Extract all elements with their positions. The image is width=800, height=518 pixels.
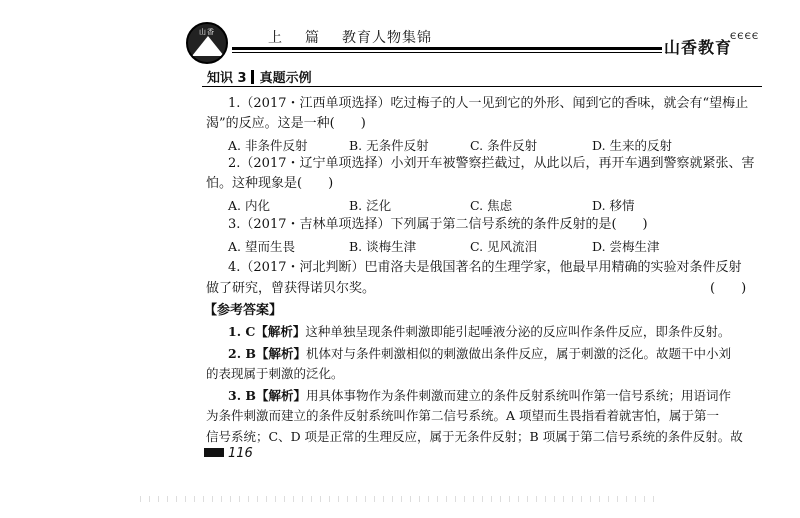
section-rule xyxy=(202,86,762,87)
shanxiang-logo-icon xyxy=(186,22,228,64)
answer-2 xyxy=(228,345,731,362)
question-1-option-a: A. 非条件反射 xyxy=(228,138,308,153)
answer-3-line-2: 为条件刺激而建立的条件反射系统叫作第二信号系统。A 项望而生畏指看着就害怕，属于第一 xyxy=(206,408,720,423)
page-number xyxy=(204,446,253,461)
brand-decoration: ЄЄЄЄ xyxy=(730,32,760,42)
answer-2-text: 机体对与条件刺激相似的刺激做出条件反应，属于刺激的泛化。故题干中小刘 xyxy=(305,346,731,361)
answer-1 xyxy=(228,323,730,340)
question-4-line-2: 做了研究，曾获得诺贝尔奖。 xyxy=(206,281,376,296)
answer-3-lead: 3. B【解析】 xyxy=(228,388,306,403)
question-3-line-1: 3.（2017・吉林单项选择）下列属于第二信号系统的条件反射的是( ) xyxy=(228,217,648,232)
brand-name: 山香教育 xyxy=(664,38,733,57)
scan-noise xyxy=(140,496,660,502)
question-2-line-2: 怕。这种现象是( ) xyxy=(206,176,334,191)
question-2-line-1: 2.（2017・辽宁单项选择）小刘开车被警察拦截过，从此以后，再开车遇到警察就紧张、害 xyxy=(228,156,755,171)
page-number-text: 116 xyxy=(228,446,253,461)
answers-heading: 【参考答案】 xyxy=(204,303,283,318)
question-3-option-c: C. 见风流泪 xyxy=(470,239,538,254)
knowledge-title: 真题示例 xyxy=(259,71,312,86)
question-1-option-b: B. 无条件反射 xyxy=(349,138,429,153)
question-3-option-a: A. 望而生畏 xyxy=(228,239,295,254)
answer-3-line-3: 信号系统；C、D 项是正常的生理反应，属于无条件反射；B 项属于第二信号系统的条件反射。故 xyxy=(206,429,743,444)
question-1-option-d: D. 生来的反射 xyxy=(592,138,673,153)
header-section: 上 xyxy=(268,30,283,46)
question-3-option-b: B. 谈梅生津 xyxy=(349,239,417,254)
question-4-bracket: ( ) xyxy=(710,281,747,296)
running-header xyxy=(268,27,432,47)
question-1-option-c: C. 条件反射 xyxy=(470,138,538,153)
question-1-line-1: 1.（2017・江西单项选择）吃过梅子的人一见到它的外形、闻到它的香味，就会有“望梅止 xyxy=(228,96,749,111)
question-2-option-a: A. 内化 xyxy=(228,198,270,213)
header-rule-thin xyxy=(232,52,662,53)
answer-3 xyxy=(228,387,731,404)
question-4-line-1: 4.（2017・河北判断）巴甫洛夫是俄国著名的生理学家，他最早用精确的实验对条件反射 xyxy=(228,260,742,275)
logo-text: 山香 xyxy=(199,28,215,36)
question-2-option-c: C. 焦虑 xyxy=(470,198,513,213)
answer-1-lead: 1. C【解析】 xyxy=(228,324,306,339)
knowledge-label: 知识 3 xyxy=(207,71,247,86)
header-title: 教育人物集锦 xyxy=(342,30,432,46)
page-marker-icon xyxy=(204,448,224,457)
header-rule xyxy=(232,47,662,50)
header-part: 篇 xyxy=(305,30,320,46)
knowledge-heading xyxy=(207,67,312,86)
answer-2-line-2: 的表现属于刺激的泛化。 xyxy=(206,366,344,381)
question-1-line-2: 渴”的反应。这是一种( ) xyxy=(206,116,366,131)
answer-3-text: 用具体事物作为条件刺激而建立的条件反射系统叫作第一信号系统；用语词作 xyxy=(305,388,731,403)
answer-2-lead: 2. B【解析】 xyxy=(228,346,306,361)
question-3-option-d: D. 尝梅生津 xyxy=(592,239,660,254)
answer-1-text: 这种单独呈现条件刺激即能引起唾液分泌的反应叫作条件反应，即条件反射。 xyxy=(305,324,731,339)
question-2-option-d: D. 移情 xyxy=(592,198,635,213)
question-2-option-b: B. 泛化 xyxy=(349,198,392,213)
